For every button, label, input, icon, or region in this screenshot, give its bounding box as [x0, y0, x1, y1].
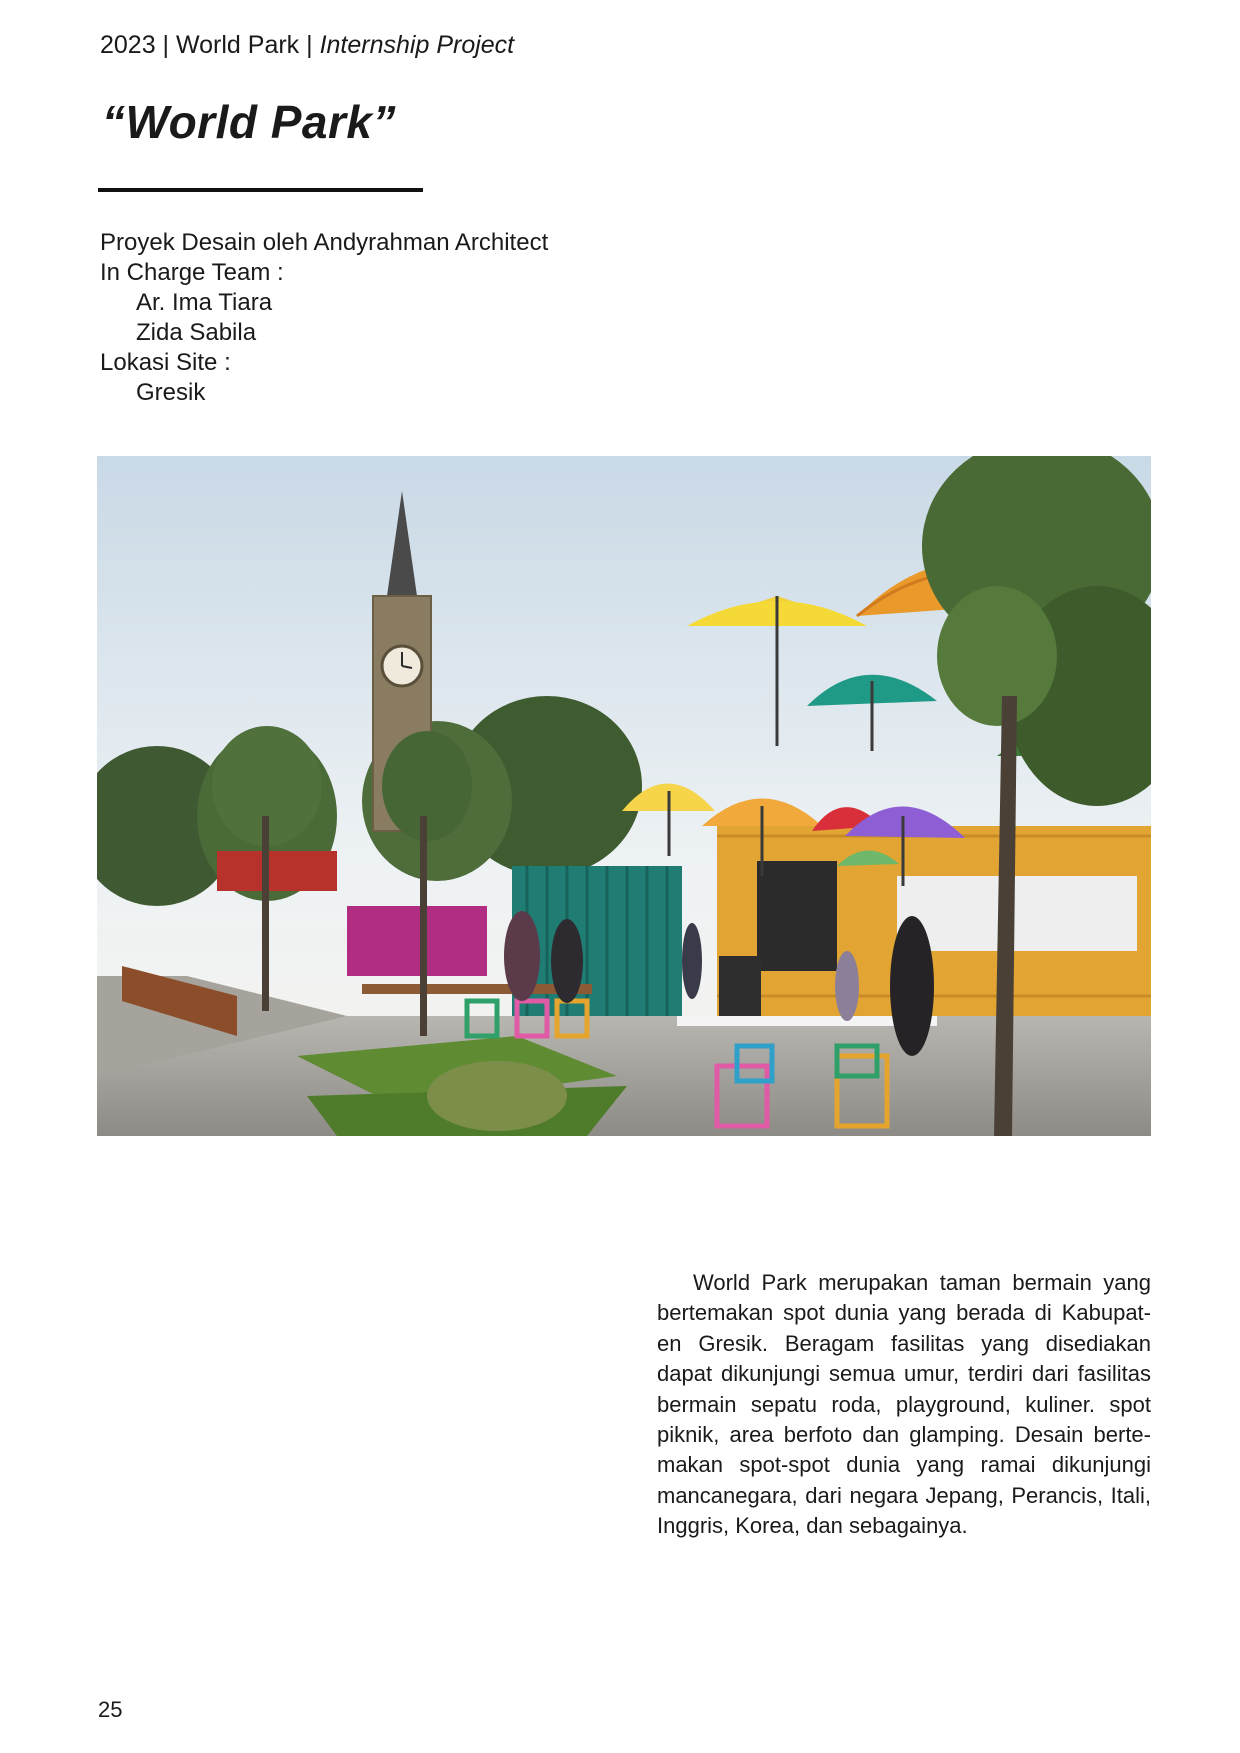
- location-value: Gresik: [136, 379, 206, 406]
- title-underline: [98, 188, 423, 192]
- team-label: In Charge Team :: [100, 259, 284, 286]
- park-rendering-image: [97, 456, 1151, 1136]
- header-project-label: Internship Project: [319, 31, 515, 59]
- team-member: Ar. Ima Tiara: [136, 289, 273, 316]
- project-info: [100, 228, 548, 408]
- location-label: Lokasi Site :: [100, 349, 231, 376]
- page-number: 25: [98, 1697, 123, 1722]
- team-member: Zida Sabila: [136, 319, 257, 346]
- page-title: “World Park”: [102, 96, 396, 148]
- description-paragraph: World Park merupakan taman bermain yang bertemakan spot dunia yang berada di Kabupat-en Gresik. Beragam fasilitas yang disediakan dapat dikunjungi semua umur, terdiri dari fasilitas bermain sepatu roda, playground, kuliner. spot piknik, area berfoto dan glamping. Desain berte-makan spot-spot dunia yang ramai dikunjungi mancanegara, dari negara Jepang, Perancis, Itali, Inggris, Korea, dan sebagainya.: [657, 1270, 1151, 1539]
- design-credit: Proyek Desain oleh Andyrahman Architect: [100, 229, 549, 256]
- running-header: [100, 28, 514, 62]
- header-year-park: 2023 | World Park |: [100, 31, 320, 59]
